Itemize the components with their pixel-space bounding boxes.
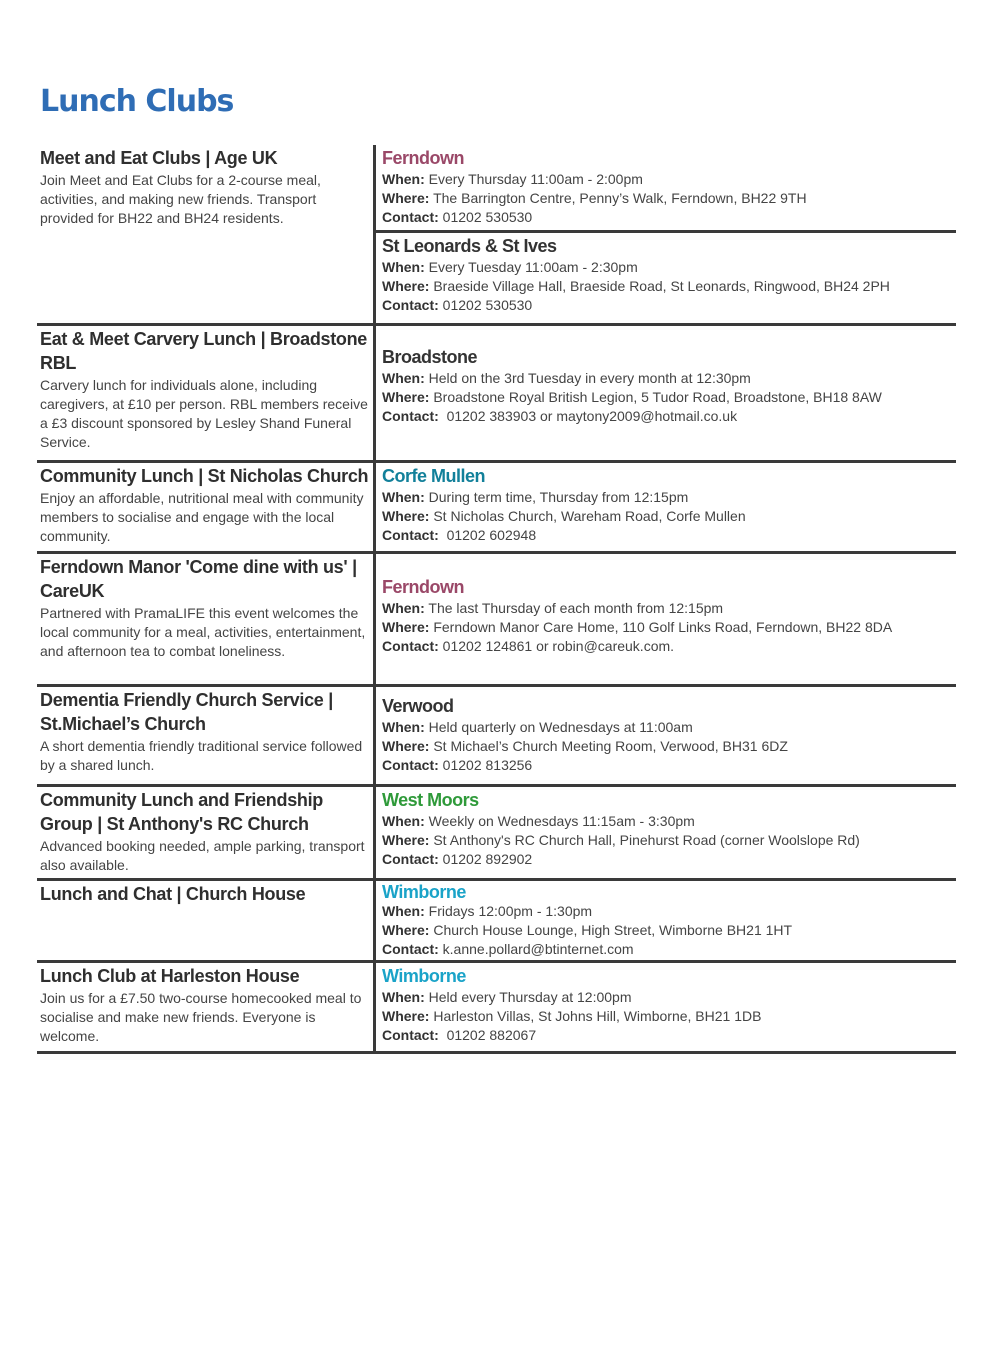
club-description: Join us for a £7.50 two-course homecooked meal to socialise and make new friends. Everyone is welcome. bbox=[40, 990, 362, 1044]
session-location: Wimborne bbox=[382, 966, 466, 986]
club-name: Ferndown Manor 'Come dine with us' | CareUK bbox=[40, 557, 357, 601]
contact-value: k.anne.pollard@btinternet.com bbox=[442, 941, 634, 957]
contact-label: Contact: bbox=[382, 408, 439, 424]
club-sessions bbox=[373, 554, 956, 684]
club-info bbox=[37, 881, 373, 960]
contact-value: 01202 892902 bbox=[442, 851, 533, 867]
session-where bbox=[382, 618, 956, 637]
when-label: When: bbox=[382, 370, 425, 386]
when-value: Held every Thursday at 12:00pm bbox=[428, 989, 632, 1005]
session-location: Corfe Mullen bbox=[382, 466, 486, 486]
club-name: Lunch and Chat | Church House bbox=[40, 884, 306, 904]
session-when bbox=[382, 718, 956, 737]
session bbox=[382, 345, 956, 428]
club-name: Eat & Meet Carvery Lunch | Broadstone RBL bbox=[40, 329, 368, 373]
club-info bbox=[37, 326, 373, 460]
session-contact bbox=[382, 1026, 956, 1045]
contact-value: 01202 602948 bbox=[446, 527, 537, 543]
club-sessions bbox=[373, 463, 956, 551]
club-sessions bbox=[373, 687, 956, 784]
contact-label: Contact: bbox=[382, 757, 439, 773]
club-info bbox=[37, 463, 373, 551]
club-row bbox=[37, 326, 956, 463]
when-label: When: bbox=[382, 600, 425, 616]
when-value: Fridays 12:00pm - 1:30pm bbox=[428, 903, 593, 919]
club-description: Advanced booking needed, ample parking, transport also available. bbox=[40, 838, 365, 873]
club-row bbox=[37, 787, 956, 881]
session-location: Wimborne bbox=[382, 882, 466, 902]
session-where bbox=[382, 507, 956, 526]
club-name: Meet and Eat Clubs | Age UK bbox=[40, 148, 278, 168]
session-where bbox=[382, 737, 956, 756]
session bbox=[382, 882, 956, 961]
session bbox=[382, 964, 956, 1047]
contact-value: 01202 124861 or robin@careuk.com. bbox=[442, 638, 675, 654]
session-location: Ferndown bbox=[382, 577, 464, 597]
when-label: When: bbox=[382, 489, 425, 505]
where-value: St Nicholas Church, Wareham Road, Corfe Mullen bbox=[433, 508, 746, 524]
session-contact bbox=[382, 208, 956, 227]
session-when bbox=[382, 488, 956, 507]
session bbox=[382, 694, 956, 777]
contact-label: Contact: bbox=[382, 638, 439, 654]
club-name: Community Lunch and Friendship Group | St Anthony's RC Church bbox=[40, 790, 323, 834]
when-label: When: bbox=[382, 903, 425, 919]
contact-value: 01202 383903 or maytony2009@hotmail.co.uk bbox=[446, 408, 738, 424]
club-sessions bbox=[373, 326, 956, 460]
session-when bbox=[382, 258, 956, 277]
club-info bbox=[37, 787, 373, 878]
session bbox=[376, 230, 956, 317]
session bbox=[382, 464, 956, 547]
session-contact bbox=[382, 296, 956, 315]
club-name: Dementia Friendly Church Service | St.Michael’s Church bbox=[40, 690, 333, 734]
club-info bbox=[37, 963, 373, 1051]
contact-value: 01202 530530 bbox=[442, 209, 533, 225]
session-location: Ferndown bbox=[382, 148, 464, 168]
club-row bbox=[37, 145, 956, 326]
session-when bbox=[382, 988, 956, 1007]
where-label: Where: bbox=[382, 190, 430, 206]
club-description: Join Meet and Eat Clubs for a 2-course meal, activities, and making new friends. Transport provided for BH22 and BH24 residents. bbox=[40, 172, 321, 226]
contact-label: Contact: bbox=[382, 297, 439, 313]
where-label: Where: bbox=[382, 619, 430, 635]
contact-label: Contact: bbox=[382, 1027, 439, 1043]
session-contact bbox=[382, 850, 956, 869]
club-description: Carvery lunch for individuals alone, including caregivers, at £10 per person. RBL members receive a £3 discount sponsored by Lesley Shand Funeral Service. bbox=[40, 377, 368, 450]
session-location: St Leonards & St Ives bbox=[382, 236, 557, 256]
club-name: Lunch Club at Harleston House bbox=[40, 966, 300, 986]
session-when bbox=[382, 599, 956, 618]
club-description: Partnered with PramaLIFE this event welcomes the local community for a meal, activities, entertainment, and afternoon tea to combat loneliness. bbox=[40, 605, 366, 659]
session-where bbox=[382, 277, 956, 296]
session-where bbox=[382, 921, 956, 940]
club-row bbox=[37, 687, 956, 787]
session-where bbox=[382, 1007, 956, 1026]
session-when bbox=[382, 170, 956, 189]
club-description: Enjoy an affordable, nutritional meal with community members to socialise and engage with the local community. bbox=[40, 490, 364, 544]
when-value: Held on the 3rd Tuesday in every month at 12:30pm bbox=[428, 370, 751, 386]
when-label: When: bbox=[382, 719, 425, 735]
session-when bbox=[382, 812, 956, 831]
session-contact bbox=[382, 526, 956, 545]
session-contact bbox=[382, 407, 956, 426]
contact-label: Contact: bbox=[382, 941, 439, 957]
club-info bbox=[37, 554, 373, 684]
when-label: When: bbox=[382, 813, 425, 829]
club-sessions bbox=[373, 145, 956, 323]
when-label: When: bbox=[382, 259, 425, 275]
contact-value: 01202 882067 bbox=[446, 1027, 537, 1043]
session-location: Verwood bbox=[382, 696, 454, 716]
contact-label: Contact: bbox=[382, 209, 439, 225]
club-name: Community Lunch | St Nicholas Church bbox=[40, 466, 369, 486]
session-where bbox=[382, 189, 956, 208]
where-value: Church House Lounge, High Street, Wimborne BH21 1HT bbox=[433, 922, 793, 938]
contact-value: 01202 530530 bbox=[442, 297, 533, 313]
when-label: When: bbox=[382, 171, 425, 187]
session-when bbox=[382, 902, 956, 921]
session-contact bbox=[382, 940, 956, 959]
where-label: Where: bbox=[382, 738, 430, 754]
where-label: Where: bbox=[382, 278, 430, 294]
where-value: Broadstone Royal British Legion, 5 Tudor Road, Broadstone, BH18 8AW bbox=[433, 389, 882, 405]
where-label: Where: bbox=[382, 508, 430, 524]
club-description: A short dementia friendly traditional service followed by a shared lunch. bbox=[40, 738, 363, 773]
club-row bbox=[37, 463, 956, 554]
when-value: Weekly on Wednesdays 11:15am - 3:30pm bbox=[428, 813, 695, 829]
contact-label: Contact: bbox=[382, 527, 439, 543]
where-value: Harleston Villas, St Johns Hill, Wimborne, BH21 1DB bbox=[433, 1008, 762, 1024]
session-contact bbox=[382, 637, 956, 656]
when-label: When: bbox=[382, 989, 425, 1005]
when-value: During term time, Thursday from 12:15pm bbox=[428, 489, 689, 505]
where-value: St Anthony's RC Church Hall, Pinehurst Road (corner Woolslope Rd) bbox=[433, 832, 860, 848]
session bbox=[382, 575, 956, 658]
session-when bbox=[382, 369, 956, 388]
where-value: St Michael’s Church Meeting Room, Verwood, BH31 6DZ bbox=[433, 738, 788, 754]
when-value: Held quarterly on Wednesdays at 11:00am bbox=[428, 719, 693, 735]
contact-label: Contact: bbox=[382, 851, 439, 867]
when-value: Every Thursday 11:00am - 2:00pm bbox=[428, 171, 643, 187]
club-info bbox=[37, 687, 373, 784]
club-sessions bbox=[373, 881, 956, 960]
session bbox=[382, 788, 956, 871]
when-value: The last Thursday of each month from 12:15pm bbox=[428, 600, 724, 616]
page-title: Lunch Clubs bbox=[40, 84, 234, 119]
where-label: Where: bbox=[382, 922, 430, 938]
lunch-clubs-table bbox=[37, 145, 956, 1054]
contact-value: 01202 813256 bbox=[442, 757, 533, 773]
where-label: Where: bbox=[382, 389, 430, 405]
session-where bbox=[382, 388, 956, 407]
where-label: Where: bbox=[382, 1008, 430, 1024]
session-where bbox=[382, 831, 956, 850]
where-value: The Barrington Centre, Penny’s Walk, Ferndown, BH22 9TH bbox=[433, 190, 807, 206]
club-row bbox=[37, 881, 956, 963]
club-info bbox=[37, 145, 373, 323]
club-sessions bbox=[373, 963, 956, 1051]
session-location: Broadstone bbox=[382, 347, 478, 367]
club-sessions bbox=[373, 787, 956, 878]
club-row bbox=[37, 963, 956, 1054]
where-value: Braeside Village Hall, Braeside Road, St Leonards, Ringwood, BH24 2PH bbox=[433, 278, 890, 294]
where-value: Ferndown Manor Care Home, 110 Golf Links Road, Ferndown, BH22 8DA bbox=[433, 619, 893, 635]
club-row bbox=[37, 554, 956, 687]
session bbox=[382, 146, 956, 230]
when-value: Every Tuesday 11:00am - 2:30pm bbox=[428, 259, 638, 275]
session-location: West Moors bbox=[382, 790, 479, 810]
session-contact bbox=[382, 756, 956, 775]
where-label: Where: bbox=[382, 832, 430, 848]
